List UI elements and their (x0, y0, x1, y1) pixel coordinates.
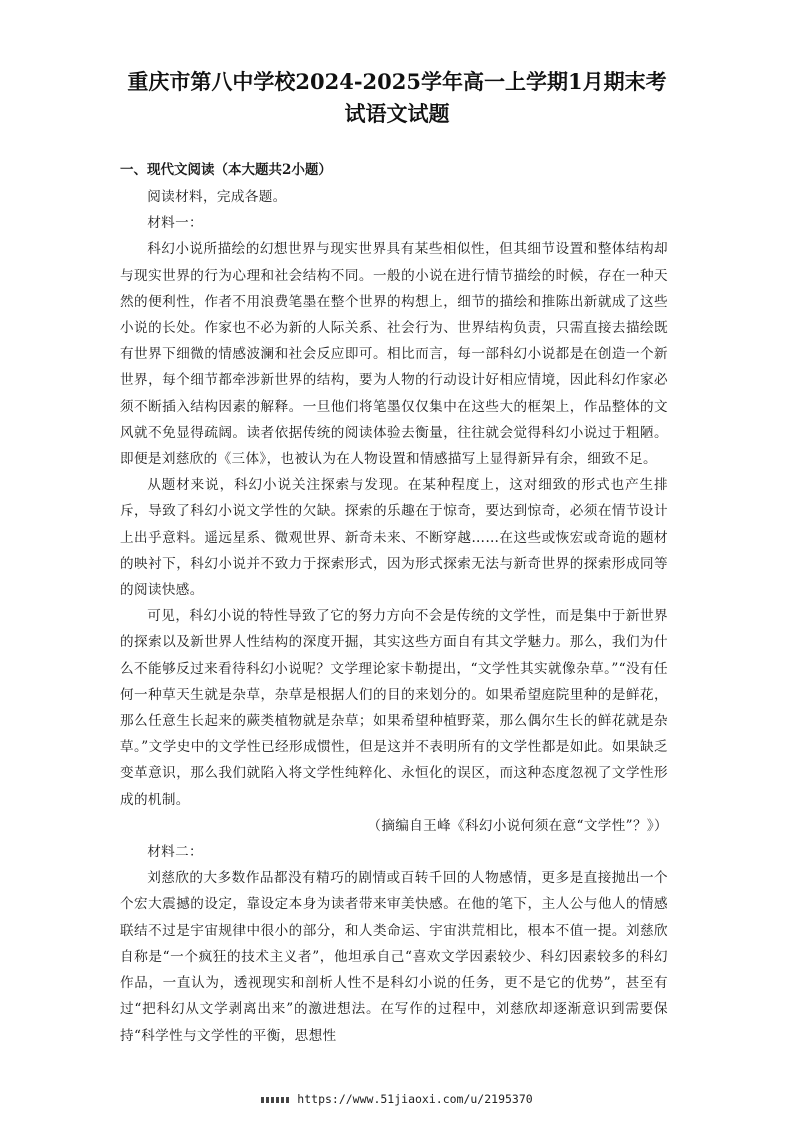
body-paragraph: 科幻小说所描绘的幻想世界与现实世界具有某些相似性，但其细节设置和整体结构却与现实世界的行为心理和社会结构不同。一般的小说在进行情节描绘的时候，存在一种天然的便利性，作者不用浪费笔墨在整个世界的构想上，细节的描绘和推陈出新就成了这些小说的长处。作家也不必为新的人际关系、社会行为、世界结构负责，只需直接去描绘既有世界下细微的情感波澜和社会反应即可。相比而言，每一部科幻小说都是在创造一个新世界，每个细节都牵涉新世界的结构，要为人物的行动设计好相应情境，因此科幻作家必须不断插入结构因素的解释。一旦他们将笔墨仅仅集中在这些大的框架上，作品整体的文风就不免显得疏阔。读者依据传统的阅读体验去衡量，往往就会觉得科幻小说过于粗陋。即便是刘慈欣的《三体》，也被认为在人物设置和情感描写上显得新异有余，细致不足。 (120, 241, 668, 468)
footer-url[interactable]: https://www.51jiaoxi.com/u/2195370 (297, 1092, 533, 1106)
document-body (120, 184, 668, 1049)
document-title-continued: 试语文试题 (344, 101, 450, 126)
section-heading: 一、现代文阅读（本大题共2小题） (120, 162, 332, 178)
material-label: 材料一： (147, 215, 203, 232)
instruction-text: 阅读材料，完成各题。 (147, 189, 287, 205)
source-citation: （摘编自王峰《科幻小说何须在意“文学性”？》） (367, 817, 668, 834)
watermark-logo-icon (261, 1097, 291, 1103)
body-paragraph: 刘慈欣的大多数作品都没有精巧的剧情或百转千回的人物感情，更多是直接抛出一个个宏大震撼的设定，靠设定本身为读者带来审美快感。在他的笔下，主人公与他人的情感联结不过是宇宙规律中很小的部分，和人类命运、宇宙洪荒相比，根本不值一提。刘慈欣自称是“一个疯狂的技术主义者”，他坦承自己“喜欢文学因素较少、科幻因素较多的科幻作品，一直认为，透视现实和剖析人性不是科幻小说的任务，更不是它的优势”，甚至有过“把科幻从文学剥离出来”的激进想法。在写作的过程中，刘慈欣却逐渐意识到需要保持“科学性与文学性的平衡，思想性 (120, 870, 668, 1044)
document-title: 重庆市第八中学校2024-2025学年高一上学期1月期末考 (127, 69, 667, 94)
body-paragraph: 从题材来说，科幻小说关注探索与发现。在某种程度上，这对细致的形式也产生排斥，导致了科幻小说文学性的欠缺。探索的乐趣在于惊奇，要达到惊奇，必须在情节设计上出乎意料。遥远星系、微观世界、新奇未来、不断穿越……在这些或恢宏或奇诡的题材的映衬下，科幻小说并不致力于探索形式，因为形式探索无法与新奇世界的探索形成同等的阅读快感。 (120, 477, 668, 599)
material-label: 材料二： (147, 844, 203, 861)
body-paragraph: 可见，科幻小说的特性导致了它的努力方向不会是传统的文学性，而是集中于新世界的探索以及新世界人性结构的深度开掘，其实这些方面自有其文学魅力。那么，我们为什么不能够反过来看待科幻小说呢？文学理论家卡勒提出，“文学性其实就像杂草。”“没有任何一种草天生就是杂草，杂草是根据人们的目的来划分的。如果希望庭院里种的是鲜花，那么任意生长起来的蕨类植物就是杂草；如果希望种植野菜，那么偶尔生长的鲜花就是杂草。”文学史中的文学性已经形成惯性，但是这并不表明所有的文学性都是如此。如果缺乏变革意识，那么我们就陷入将文学性纯粹化、永恒化的误区，而这种态度忽视了文学性形成的机制。 (120, 608, 668, 808)
page-footer (0, 1092, 794, 1106)
